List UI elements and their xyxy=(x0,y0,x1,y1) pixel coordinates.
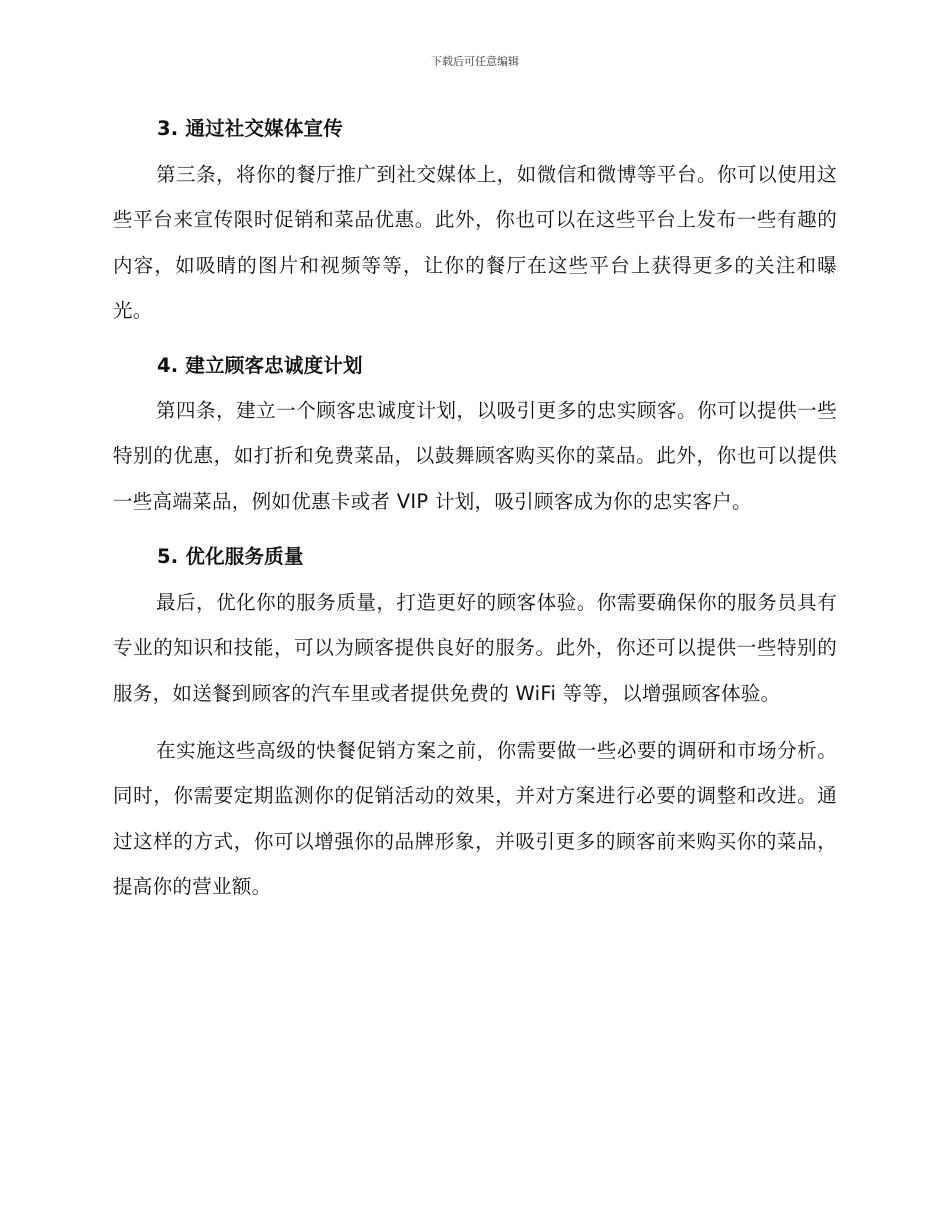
document-body xyxy=(113,110,837,909)
section-heading-social-media: 3. 通过社交媒体宣传 xyxy=(157,117,343,140)
page-header-note: 下载后可任意编辑 xyxy=(431,55,519,68)
section-heading-loyalty-program: 4. 建立顾客忠诚度计划 xyxy=(157,354,363,378)
section-heading-service-quality: 5. 优化服务质量 xyxy=(157,545,304,569)
section-paragraph-service-quality: 最后，优化你的服务质量，打造更好的顾客体验。你需要确保你的服务员具有专业的知识和技能，可以为顾客提供良好的服务。此外，你还可以提供一些特别的服务，如送餐到顾客的汽车里或者提供免费的 WiFi 等等，以增强顾客体验。 xyxy=(113,591,837,705)
section-paragraph-social-media: 第三条，将你的餐厅推广到社交媒体上，如微信和微博等平台。你可以使用这些平台来宣传限时促销和菜品优惠。此外，你也可以在这些平台上发布一些有趣的内容，如吸睛的图片和视频等等，让你的餐厅在这些平台上获得更多的关注和曝光。 xyxy=(113,163,837,322)
conclusion-paragraph: 在实施这些高级的快餐促销方案之前，你需要做一些必要的调研和市场分析。同时，你需要定期监测你的促销活动的效果，并对方案进行必要的调整和改进。通过这样的方式，你可以增强你的品牌形象，并吸引更多的顾客前来购买你的菜品，提高你的营业额。 xyxy=(113,738,837,898)
section-paragraph-loyalty-program: 第四条，建立一个顾客忠诚度计划，以吸引更多的忠实顾客。你可以提供一些特别的优惠，如打折和免费菜品，以鼓舞顾客购买你的菜品。此外，你也可以提供一些高端菜品，例如优惠卡或者 VIP 计划，吸引顾客成为你的忠实客户。 xyxy=(113,399,837,513)
